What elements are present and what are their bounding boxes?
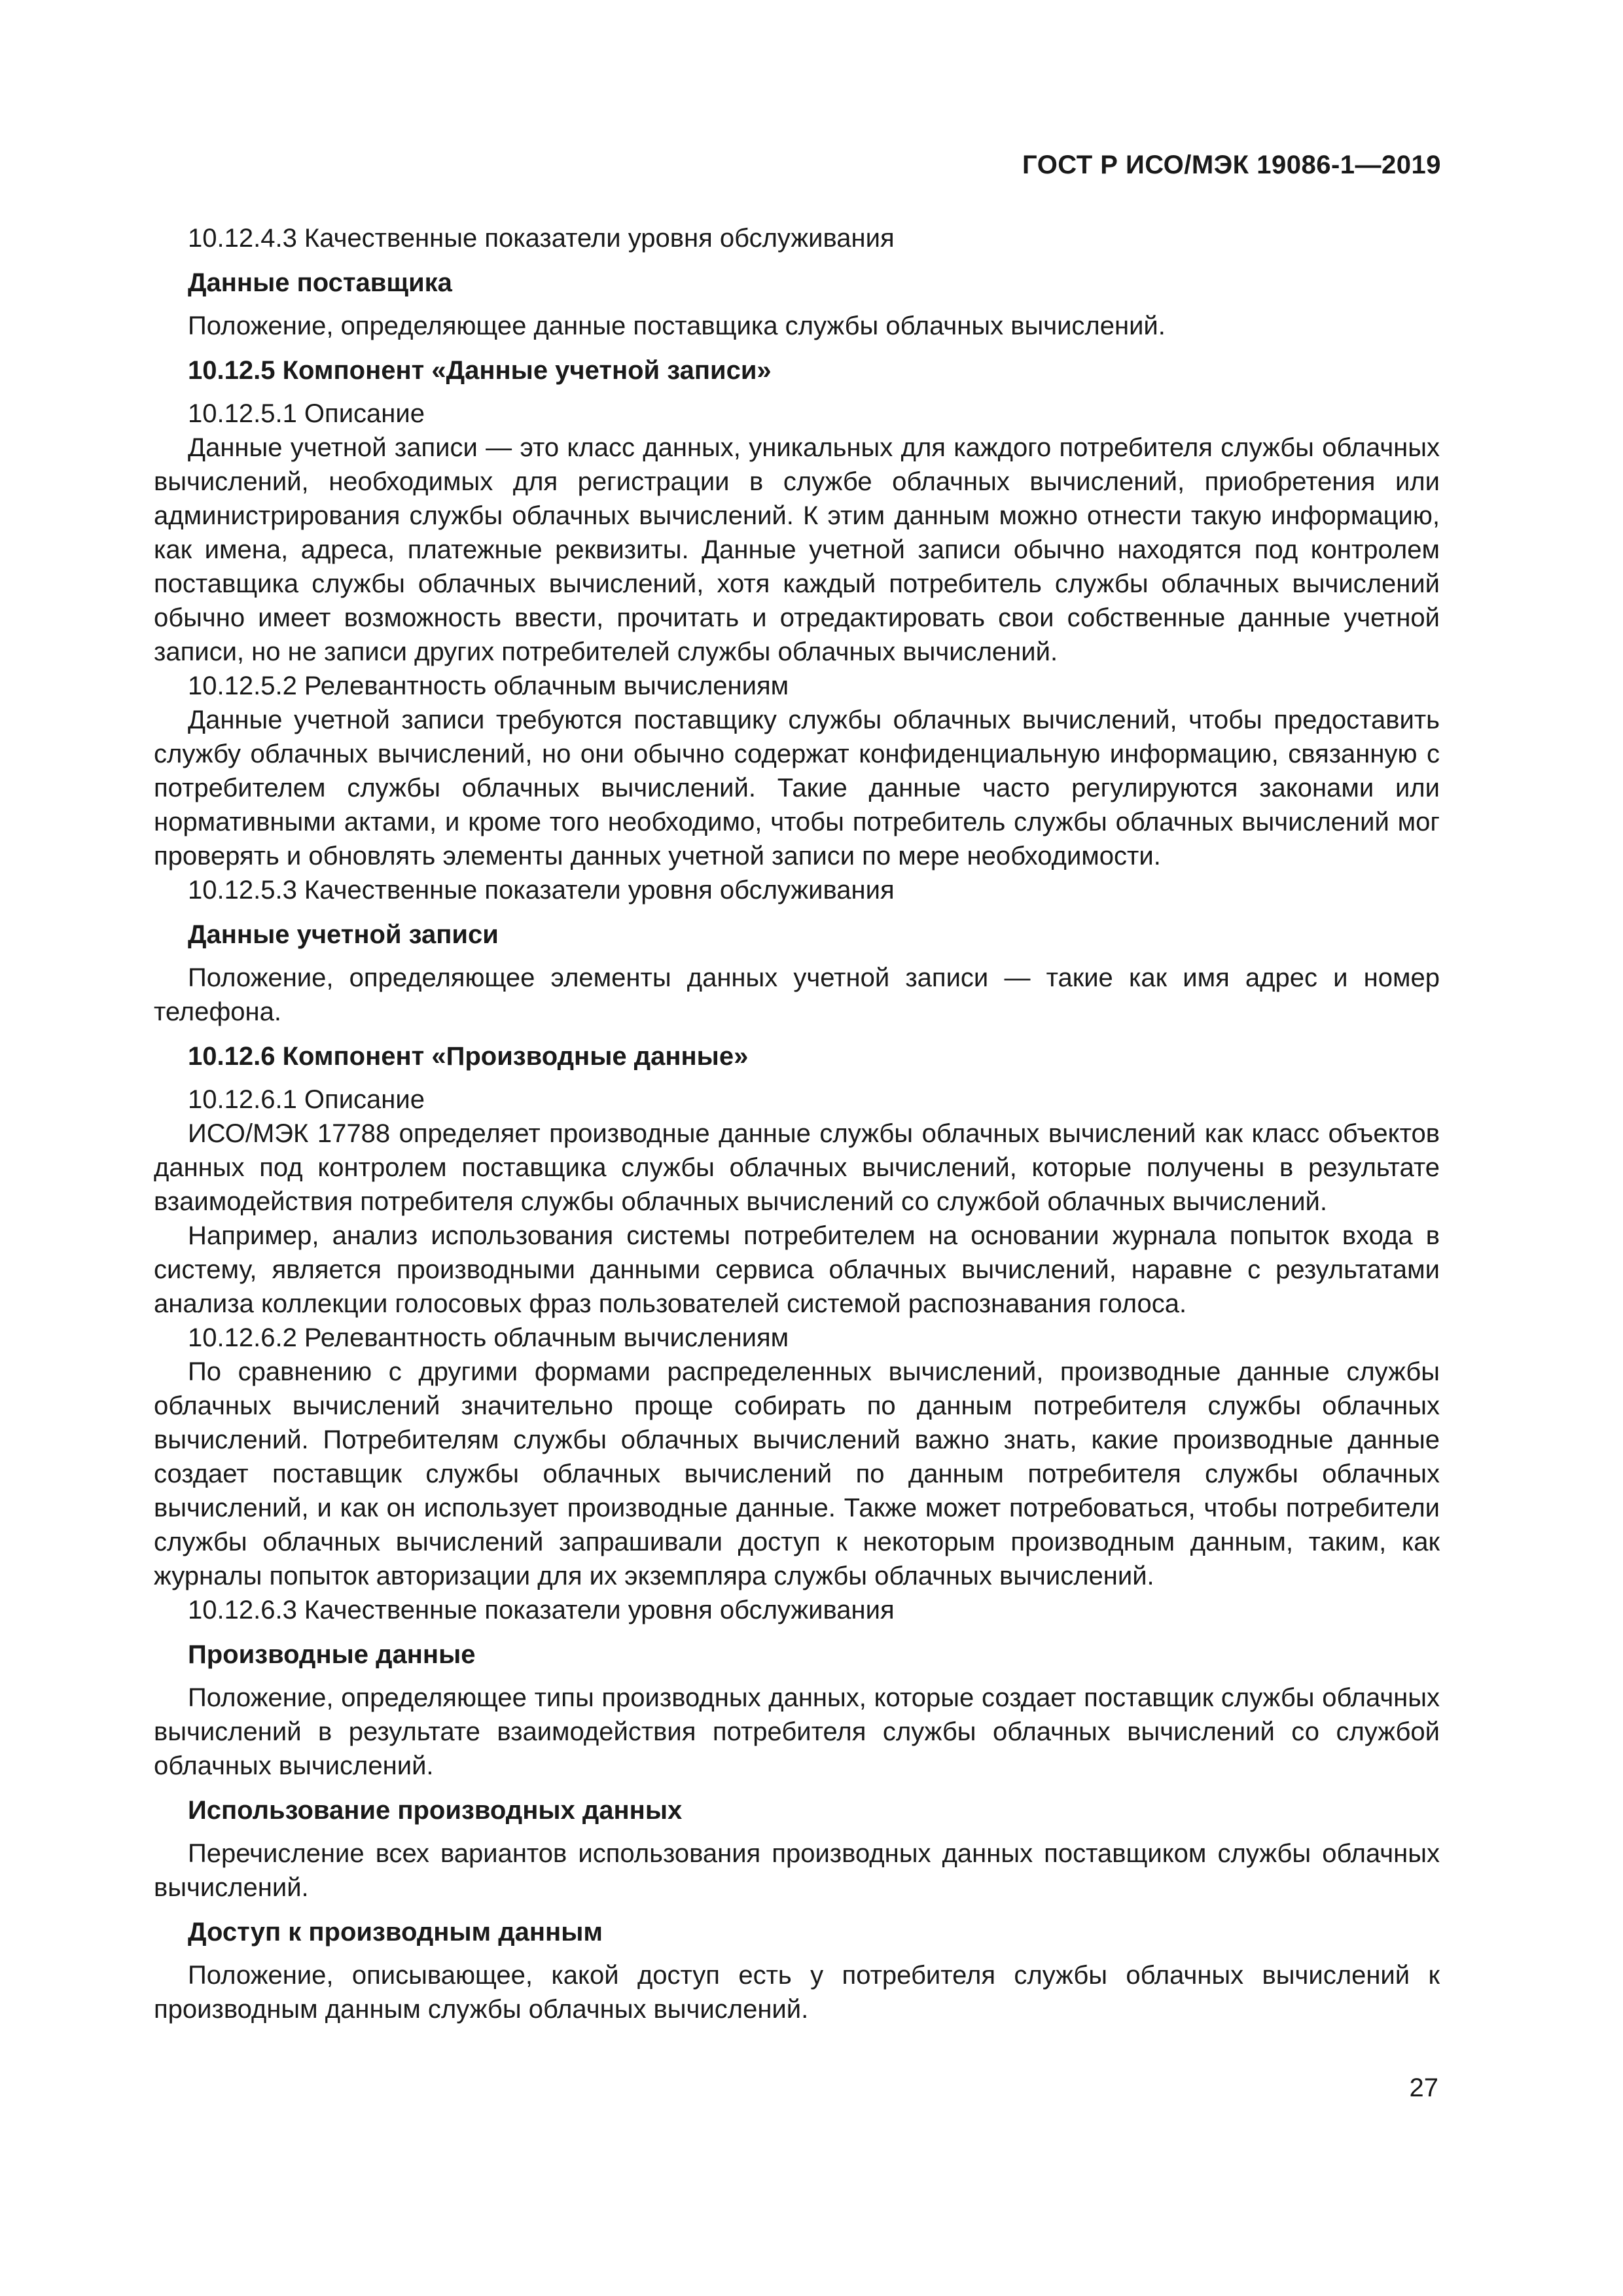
- paragraph: Данные учетной записи — это класс данных, уникальных для каждого потребителя службы облачных вычислений, необходимых для регистрации в службе облачных вычислений, приобретения или администрирования службы облачных вычислений. К этим данным можно отнести такую информацию, как имена, адреса, платежные реквизиты. Данные учетной записи обычно находятся под контролем поставщика службы облачных вычислений, хотя каждый потребитель службы облачных вычислений обычно имеет возможность ввести, прочитать и отредактировать свои собственные данные учетной записи, но не записи других потребителей службы облачных вычислений.: [154, 433, 1440, 666]
- subheading: Данные поставщика: [188, 268, 452, 297]
- clause-number: 10.12.6.3 Качественные показатели уровня обслуживания: [188, 1596, 895, 1624]
- paragraph: Перечисление всех вариантов использования производных данных поставщиком службы облачных вычислений.: [154, 1839, 1440, 1902]
- document-header: ГОСТ Р ИСО/МЭК 19086-1—2019: [1022, 151, 1441, 179]
- paragraph: ИСО/МЭК 17788 определяет производные данные службы облачных вычислений как класс объектов данных под контролем поставщика службы облачных вычислений, которые получены в результате взаимодействия потребителя службы облачных вычислений со службой облачных вычислений.: [154, 1119, 1440, 1216]
- clause-number: 10.12.5.1 Описание: [188, 399, 425, 428]
- subheading: Использование производных данных: [188, 1796, 683, 1825]
- paragraph: Данные учетной записи требуются поставщику службы облачных вычислений, чтобы предоставить службу облачных вычислений, но они обычно содержат конфиденциальную информацию, связанную с потребителем службы облачных вычислений. Такие данные часто регулируются законами или нормативными актами, и кроме того необходимо, чтобы потребитель службы облачных вычислений мог проверять и обновлять элементы данных учетной записи по мере необходимости.: [154, 706, 1440, 870]
- page-number: 27: [1409, 2073, 1438, 2102]
- paragraph: Положение, описывающее, какой доступ есть у потребителя службы облачных вычислений к производным данным службы облачных вычислений.: [154, 1961, 1440, 2024]
- subheading: Данные учетной записи: [188, 920, 499, 949]
- clause-number: 10.12.6.1 Описание: [188, 1085, 425, 1114]
- paragraph: Положение, определяющее элементы данных учетной записи — такие как имя адрес и номер телефона.: [154, 963, 1440, 1026]
- section-heading: 10.12.5 Компонент «Данные учетной записи»: [188, 356, 772, 385]
- paragraph: Например, анализ использования системы потребителем на основании журнала попыток входа в систему, является производными данными сервиса облачных вычислений, наравне с результатами анализа коллекции голосовых фраз пользователей системой распознавания голоса.: [154, 1221, 1440, 1318]
- paragraph: По сравнению с другими формами распределенных вычислений, производные данные службы облачных вычислений значительно проще собирать по данным потребителя службы облачных вычислений. Потребителям службы облачных вычислений важно знать, какие производные данные создает поставщик службы облачных вычислений по данным потребителя службы облачных вычислений, и как он использует производные данные. Также может потребоваться, чтобы потребители службы облачных вычислений запрашивали доступ к некоторым производным данным, таким, как журналы попыток авторизации для их экземпляра службы облачных вычислений.: [154, 1357, 1440, 1590]
- section-heading: 10.12.6 Компонент «Производные данные»: [188, 1042, 749, 1071]
- clause-number: 10.12.5.3 Качественные показатели уровня обслуживания: [188, 876, 895, 905]
- clause-number: 10.12.4.3 Качественные показатели уровня обслуживания: [188, 224, 895, 253]
- paragraph: Положение, определяющее данные поставщика службы облачных вычислений.: [188, 312, 1166, 340]
- clause-number: 10.12.6.2 Релевантность облачным вычислениям: [188, 1323, 789, 1352]
- subheading: Доступ к производным данным: [188, 1918, 603, 1946]
- paragraph: Положение, определяющее типы производных данных, которые создает поставщик службы облачных вычислений в результате взаимодействия потребителя службы облачных вычислений со службой облачных вычислений.: [154, 1683, 1440, 1780]
- document-body: [154, 221, 1440, 2026]
- clause-number: 10.12.5.2 Релевантность облачным вычислениям: [188, 672, 789, 700]
- subheading: Производные данные: [188, 1640, 476, 1669]
